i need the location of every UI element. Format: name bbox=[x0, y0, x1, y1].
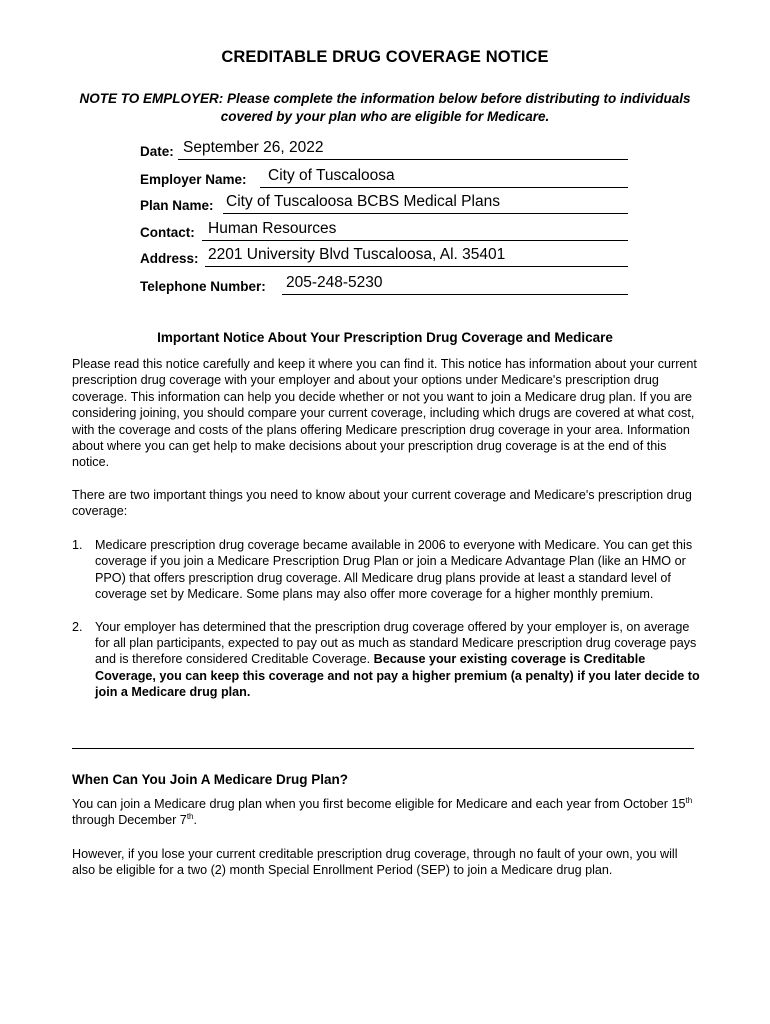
two-things-paragraph bbox=[72, 487, 700, 520]
list-item-number: 1. bbox=[72, 538, 83, 552]
however-paragraph-text: However, if you lose your current creditable prescription drug coverage, through no fault of your own, you will also be eligible for a two (2) month Special Enrollment Period (SEP) to join a Medicare drug plan. bbox=[72, 847, 678, 878]
intro-paragraph bbox=[72, 356, 700, 471]
telephone-label: Telephone Number: bbox=[140, 279, 266, 294]
contact-field bbox=[140, 219, 628, 241]
list-item bbox=[72, 537, 700, 603]
however-paragraph bbox=[72, 846, 700, 879]
address-underline bbox=[205, 266, 628, 267]
plan-name-value[interactable]: City of Tuscaloosa BCBS Medical Plans bbox=[226, 193, 500, 210]
address-value[interactable]: 2201 University Blvd Tuscaloosa, Al. 35401 bbox=[208, 246, 506, 263]
date-value[interactable]: September 26, 2022 bbox=[183, 139, 324, 156]
document-title: CREDITABLE DRUG COVERAGE NOTICE bbox=[221, 48, 549, 66]
contact-underline bbox=[202, 240, 628, 241]
date-underline bbox=[178, 159, 628, 160]
address-field bbox=[140, 245, 628, 267]
note-to-employer: NOTE TO EMPLOYER: Please complete the information below before distributing to individuals covered by your plan who are eligible for Medicare. bbox=[79, 91, 691, 124]
when-join-heading: When Can You Join A Medicare Drug Plan? bbox=[72, 772, 349, 787]
section-divider bbox=[72, 748, 694, 749]
list-item-number: 2. bbox=[72, 619, 83, 634]
contact-value[interactable]: Human Resources bbox=[208, 220, 337, 237]
list-item bbox=[72, 619, 700, 701]
employer-name-underline bbox=[260, 187, 628, 188]
telephone-field bbox=[140, 273, 628, 295]
plan-name-label: Plan Name: bbox=[140, 198, 214, 213]
employer-name-field bbox=[140, 166, 628, 188]
contact-label: Contact: bbox=[140, 225, 195, 240]
important-things-list bbox=[72, 537, 700, 701]
when-join-paragraph-text: You can join a Medicare drug plan when you first become eligible for Medicare and each year from October 15th through December 7th. bbox=[72, 795, 693, 828]
plan-name-underline bbox=[223, 213, 628, 214]
date-label: Date: bbox=[140, 144, 174, 159]
when-join-paragraph bbox=[72, 796, 700, 829]
two-things-paragraph-text: There are two important things you need to know about your current coverage and Medicare's prescription drug coverage: bbox=[72, 488, 692, 519]
date-field bbox=[140, 138, 628, 160]
employer-name-value[interactable]: City of Tuscaloosa bbox=[268, 167, 395, 184]
list-item-text: Your employer has determined that the prescription drug coverage offered by your employer is, on average for all plan participants, expected to pay out as much as standard Medicare prescription drug coverage pays and is therefore considered Creditable Coverage. bbox=[95, 619, 697, 667]
plan-name-field bbox=[140, 192, 628, 214]
address-label: Address: bbox=[140, 251, 199, 266]
employer-name-label: Employer Name: bbox=[140, 172, 247, 187]
important-notice-heading: Important Notice About Your Prescription Drug Coverage and Medicare bbox=[157, 330, 613, 345]
creditable-coverage-statement: Because your existing coverage is Creditable Coverage, you can keep this coverage and not pay a higher premium (a penalty) if you later decide to join a Medicare drug plan. bbox=[95, 652, 700, 700]
telephone-value[interactable]: 205-248-5230 bbox=[286, 274, 383, 291]
list-item-text: Medicare prescription drug coverage became available in 2006 to everyone with Medicare. You can get this coverage if you join a Medicare Prescription Drug Plan or join a Medicare Advantage Plan (like an HMO or PPO) that offers prescription drug coverage. All Medicare drug plans provide at least a standard level of coverage set by Medicare. Some plans may also offer more coverage for a higher monthly premium. bbox=[95, 538, 693, 602]
telephone-underline bbox=[282, 294, 628, 295]
intro-paragraph-text: Please read this notice carefully and keep it where you can find it. This notice has information about your current prescription drug coverage with your employer and about your options under Medicare's prescription drug coverage. This information can help you decide whether or not you want to join a Medicare drug plan. If you are considering joining, you should compare your current coverage, including which drugs are covered at what cost, with the coverage and costs of the plans offering Medicare prescription drug coverage in your area. Information about where you can get help to make decisions about your prescription drug coverage is at the end of this notice. bbox=[72, 357, 697, 470]
